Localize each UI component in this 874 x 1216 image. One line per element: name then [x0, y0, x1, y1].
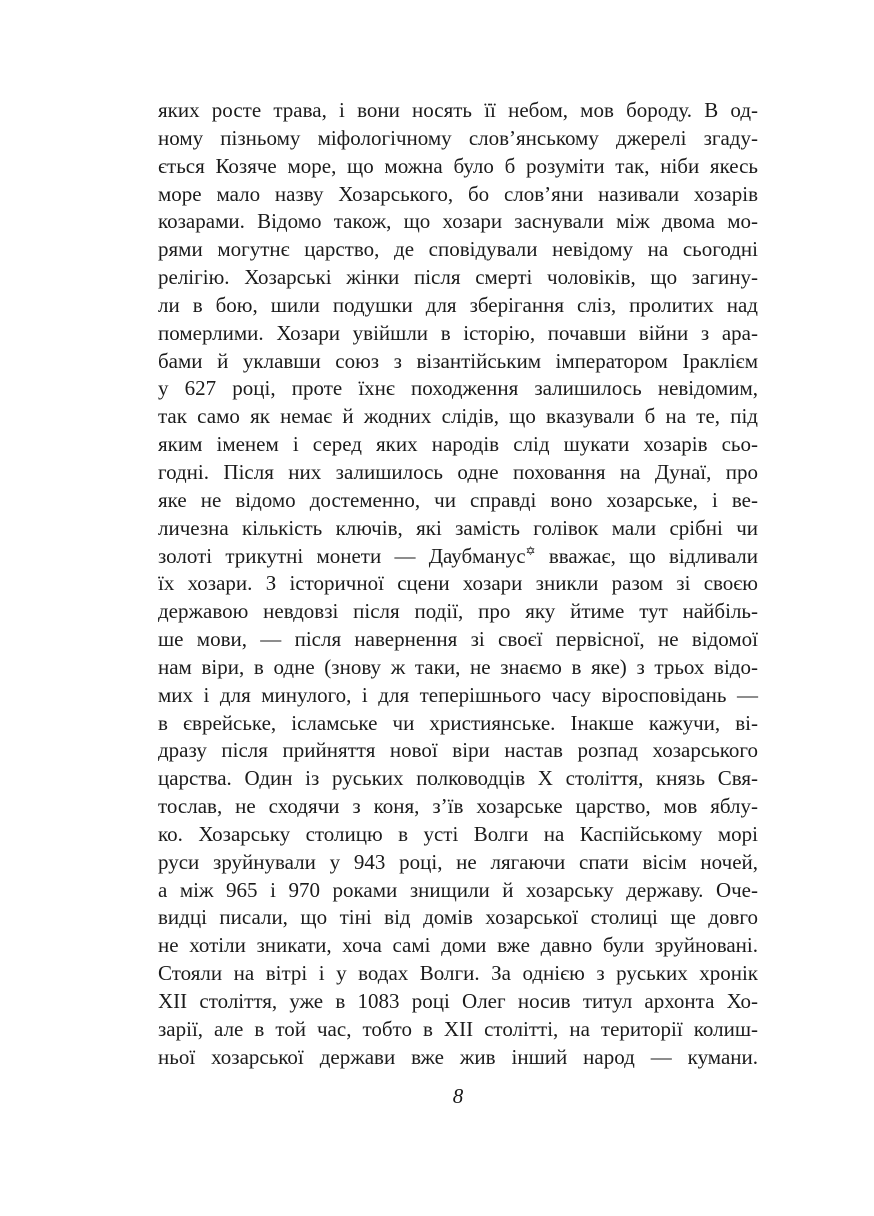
body-text-block	[158, 97, 758, 1072]
text-line-21: нам віри, в одне (знову ж таки, не знаємо в яке) з трьох відо-	[158, 654, 758, 679]
text-line-28: руси зруйнували у 943 році, не лягаючи спати вісім ночей,	[158, 849, 758, 874]
text-line-5: козарами. Відомо також, що хозари заснували між двома мо-	[158, 209, 758, 234]
text-line-17	[158, 543, 758, 571]
text-line-34: зарії, але в той час, тобто в XII столітті, на території колиш-	[158, 1016, 758, 1041]
text-line-11: у 627 році, проте їхнє походження залишилось невідомим,	[158, 376, 758, 401]
text-line-26: тослав, не сходячи з коня, з’їв хозарське царство, мов яблу-	[158, 794, 758, 819]
text-line-31: не хотіли зникати, хоча самі доми вже давно були зруйновані.	[158, 933, 758, 958]
text-line-27: ко. Хозарську столицю в усті Волги на Каспійському морі	[158, 821, 758, 846]
line-text-before-star: золоті трикутні монети — Даубманус	[158, 543, 526, 568]
text-line-33: XII століття, уже в 1083 році Олег носив титул архонта Хо-	[158, 989, 758, 1013]
text-line-12: так само як немає й жодних слідів, що вказували б на те, під	[158, 404, 758, 429]
text-line-2: ному пізньому міфологічному слов’янському джерелі згаду-	[158, 125, 758, 150]
text-line-24: дразу після прийняття нової віри настав розпад хозарського	[158, 738, 758, 763]
text-line-6: рями могутнє царство, де сповідували невідому на сьогодні	[158, 237, 758, 262]
text-line-14: годні. Після них залишилось одне поховання на Дунаї, про	[158, 459, 758, 484]
text-line-4: море мало назву Хозарського, бо слов’яни називали хозарів	[158, 181, 758, 206]
text-line-18: їх хозари. З історичної сцени хозари зникли разом зі своєю	[158, 571, 758, 596]
text-line-7: релігію. Хозарські жінки після смерті чоловіків, що загину-	[158, 265, 758, 290]
text-line-35: ньої хозарської держави вже жив інший народ — кумани.	[158, 1044, 758, 1069]
text-line-32: Стояли на вітрі і у водах Волги. За однією з руських хронік	[158, 961, 758, 986]
text-line-29: а між 965 і 970 роками знищили й хозарську державу. Оче-	[158, 877, 758, 902]
text-line-19: державою невдовзі після події, про яку йтиме тут найбіль-	[158, 599, 758, 624]
text-line-23: в єврейське, ісламське чи християнське. Інакше кажучи, ві-	[158, 710, 758, 735]
text-line-22: мих і для минулого, і для теперішнього часу віросповідань —	[158, 682, 758, 707]
text-line-20: ше мови, — після навернення зі своєї первісної, не відомої	[158, 627, 758, 652]
text-line-8: ли в бою, шили подушки для зберігання сліз, пролитих над	[158, 292, 758, 317]
star-of-david-icon: ✡	[525, 543, 536, 558]
text-line-30: видці писали, що тіні від домів хозарської столиці ще довго	[158, 905, 758, 930]
page-number: 8	[452, 1084, 464, 1108]
line-text-after-star: вважає, що відливали	[535, 543, 759, 568]
text-line-3: ється Козяче море, що можна було б розуміти так, ніби якесь	[158, 153, 758, 178]
text-line-9: померлими. Хозари увійшли в історію, почавши війни з ара-	[158, 320, 758, 345]
text-line-10: бами й уклавши союз з візантійським імператором Іраклієм	[158, 348, 758, 373]
text-line-1: яких росте трава, і вони носять її небом, мов бороду. В од-	[158, 98, 758, 122]
text-line-16: личезна кількість ключів, які замість голівок мали срібні чи	[158, 515, 758, 540]
text-line-15: яке не відомо достеменно, чи справді воно хозарське, і ве-	[158, 487, 758, 512]
text-line-13: яким іменем і серед яких народів слід шукати хозарів сьо-	[158, 432, 758, 457]
text-line-25: царства. Один із руських полководців X століття, князь Свя-	[158, 766, 758, 791]
